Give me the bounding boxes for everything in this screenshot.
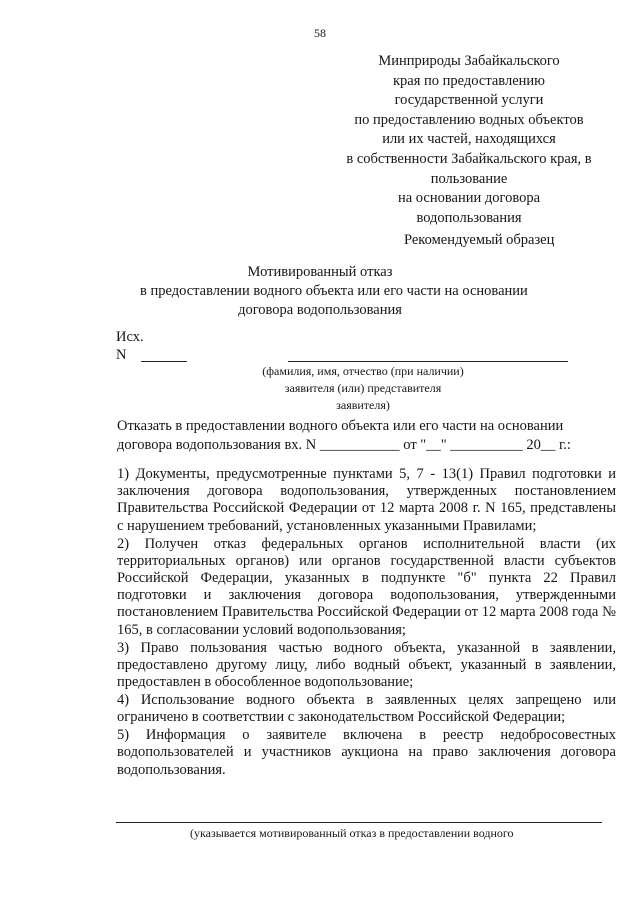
refusal-reasons-list bbox=[117, 466, 616, 780]
reason-item: 2) Получен отказ федеральных органов исполнительной власти (их территориальных органов) или органов государственной власти субъектов Российской Федерации, указанных в подпункте "б" пункта 22 Правил подготовки и заключения договора водопользования, утвержденными постановлением Правительства Российской Федерации от 12 марта 2008 года № 165, в согласовании условий водопользования; bbox=[117, 535, 616, 638]
caption-line: (фамилия, имя, отчество (при наличии) bbox=[262, 364, 464, 378]
refusal-intro-line: Отказать в предоставлении водного объекта или его части на основании bbox=[117, 418, 564, 434]
header-line: по предоставлению водных объектов bbox=[354, 111, 584, 128]
refusal-intro bbox=[117, 417, 607, 455]
reason-item: 3) Право пользования частью водного объекта, указанной в заявлении, предоставлено другому лицу, либо водный объект, указанный в заявлении, предоставлен в обособленное водопользование; bbox=[117, 639, 616, 691]
addressee-caption bbox=[238, 363, 488, 414]
page-number: 58 bbox=[314, 26, 326, 40]
reason-item: 5) Информация о заявителе включена в реестр недобросовестных водопользователей и участников аукциона на право заключения договора водопользования. bbox=[117, 727, 616, 778]
footer-blank-line bbox=[116, 822, 602, 823]
addressee-header bbox=[344, 52, 594, 228]
header-line: пользование bbox=[430, 170, 508, 187]
refusal-intro-line: договора водопользования вх. N ___________ от "__" __________ 20__ г.: bbox=[117, 437, 571, 453]
reason-item: 4) Использование водного объекта в заявленных целях запрещено или ограничено в соответствии с законодательством Российской Федерации; bbox=[117, 692, 616, 726]
header-line: на основании договора bbox=[397, 190, 541, 207]
header-line: Минприроды Забайкальского bbox=[378, 53, 560, 69]
title-line: договора водопользования bbox=[238, 302, 402, 318]
addressee-blank-line bbox=[288, 361, 568, 362]
header-line: или их частей, находящихся bbox=[382, 131, 556, 148]
header-line: края по предоставлению bbox=[393, 72, 545, 89]
footer-caption: (указывается мотивированный отказ в предоставлении водного bbox=[190, 826, 514, 840]
header-line: в собственности Забайкальского края, в bbox=[346, 150, 592, 167]
title-line: Мотивированный отказ bbox=[247, 264, 393, 280]
outgoing-label: Исх. bbox=[116, 329, 144, 345]
caption-line: заявителя) bbox=[336, 398, 390, 412]
reason-item: 1) Документы, предусмотренные пунктами 5, 7 - 13(1) Правил подготовки и заключения договора водопользования, утвержденных постановлением Правительства Российской Федерации от 12 марта 2008 г. N 165, представлены с нарушением требований, установленных указанными Правилами; bbox=[117, 466, 616, 534]
caption-line: заявителя (или) представителя bbox=[284, 381, 442, 395]
number-label: N bbox=[116, 347, 127, 363]
number-blank-line bbox=[141, 361, 187, 362]
document-title bbox=[140, 263, 528, 320]
header-line: государственной услуги bbox=[394, 92, 544, 109]
sample-label: Рекомендуемый образец bbox=[404, 232, 555, 248]
header-line: водопользования bbox=[416, 209, 522, 226]
title-line: в предоставлении водного объекта или его части на основании bbox=[140, 283, 528, 299]
